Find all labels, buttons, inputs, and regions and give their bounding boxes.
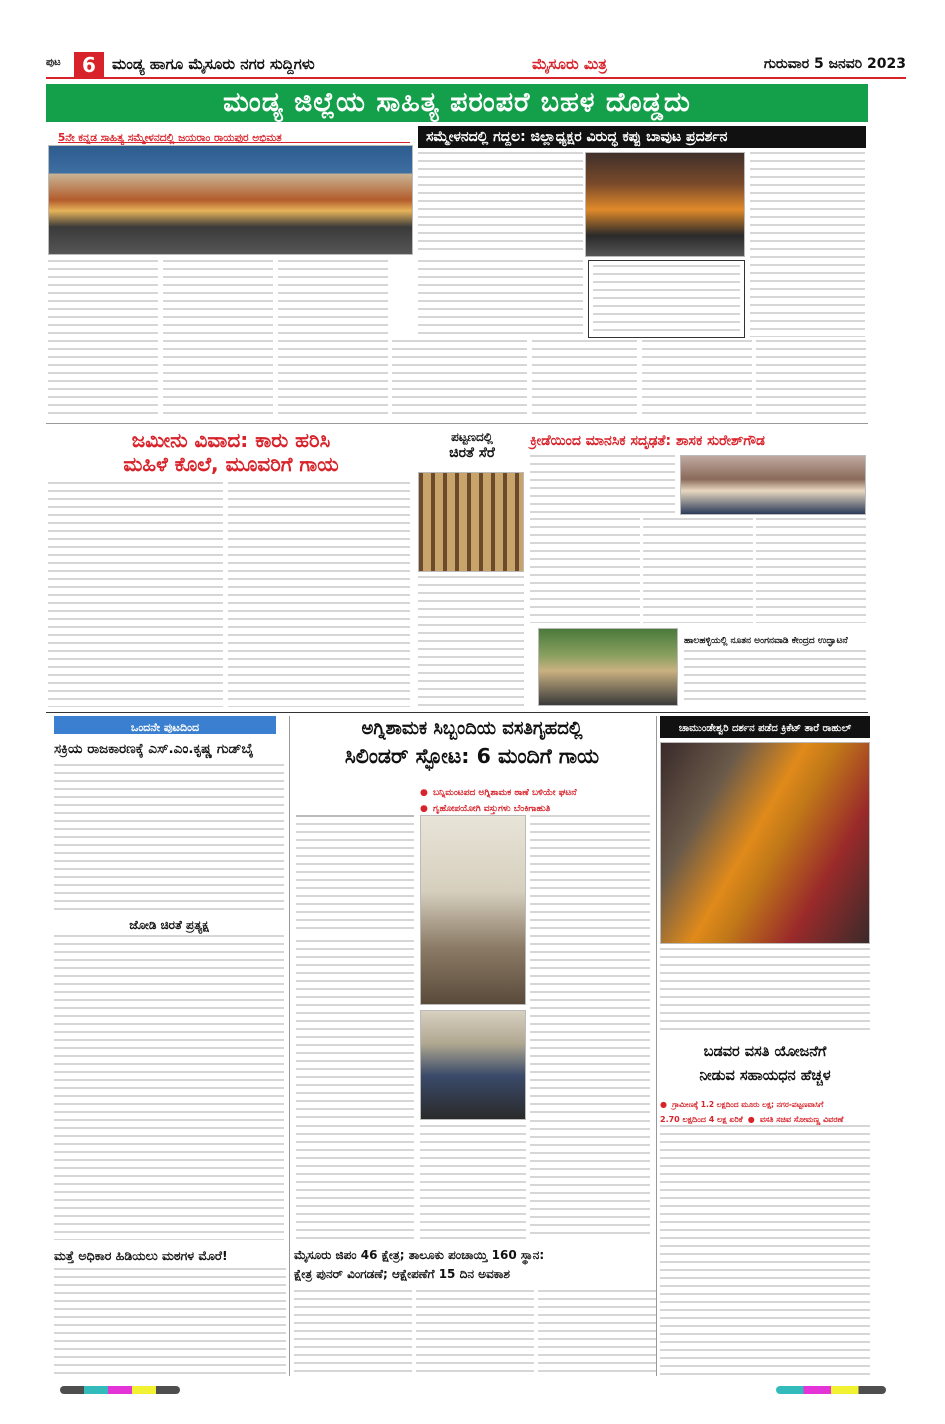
leopard-body <box>418 576 524 706</box>
politics-headline: ಸಕ್ರಿಯ ರಾಜಕಾರಣಕ್ಕೆ ಎಸ್.ಎಂ.ಕೃಷ್ಣ ಗುಡ್‌ಬೈ <box>54 741 254 757</box>
page-number: 6 <box>82 53 96 77</box>
protest-body-col3 <box>418 260 583 340</box>
page-header <box>46 52 906 79</box>
sports-body-col2 <box>530 518 640 623</box>
protest-photo <box>585 152 745 257</box>
politics-subhead: ಜೋಡಿ ಚಿರತೆ ಪ್ರತ್ಯಕ್ಷ <box>129 918 209 932</box>
registration-dots-right <box>776 1386 886 1394</box>
bullet-icon: ● <box>420 804 428 814</box>
politics-tag <box>54 716 276 734</box>
page-label: ಪುಟ <box>46 57 61 68</box>
fire-photo-officials <box>420 1010 526 1120</box>
power-body <box>54 1268 286 1378</box>
fire-photo-building <box>420 815 526 1005</box>
lead-body-col5 <box>532 340 637 420</box>
registration-dots-left <box>60 1386 180 1394</box>
rahul-headline: ಚಾಮುಂಡೇಶ್ವರಿ ದರ್ಶನ ಪಡೆದ ಕ್ರಿಕೆಟ್ ತಾರೆ ರಾಹುಲ್ <box>678 723 852 734</box>
lead-banner <box>46 84 868 122</box>
protest-headline: ಸಮ್ಮೇಳನದಲ್ಲಿ ಗದ್ದಲ: ಜಿಲ್ಲಾಧ್ಯಕ್ಷರ ವಿರುದ್ಧ ಕಪ್ಪು ಬಾವುಟ ಪ್ರದರ್ಶನ <box>426 129 728 145</box>
sports-body-col4 <box>756 518 866 623</box>
power-headline: ಮತ್ತೆ ಅಧಿಕಾರ ಹಿಡಿಯಲು ಮಠಗಳ ಮೊರೆ! <box>54 1248 228 1263</box>
lead-kicker: 5ನೇ ಕನ್ನಡ ಸಾಹಿತ್ಯ ಸಮ್ಮೇಳನದಲ್ಲಿ ಜಯರಾಂ ರಾಯಪುರ ಅಭಿಮತ <box>58 132 282 144</box>
fire-body-col2b <box>420 1125 526 1240</box>
politics-headline-box <box>54 738 284 760</box>
land-headline-line1: ಜಮೀನು ವಿವಾದ: ಕಾರು ಹರಿಸಿ <box>131 428 331 452</box>
sports-headline-bar <box>530 430 866 452</box>
rahul-headline-bar <box>660 716 870 738</box>
politics-subhead-box <box>54 914 284 932</box>
rahul-photo <box>660 742 870 944</box>
protest-body-col4 <box>642 340 752 420</box>
lead-body-col3 <box>278 260 388 420</box>
protest-body-col1 <box>418 152 583 252</box>
fire-body-col2 <box>530 815 650 1115</box>
sports-body-col1 <box>530 455 675 515</box>
fire-body-col3b <box>530 1120 650 1240</box>
zp-body-col1 <box>294 1290 412 1378</box>
rahul-body <box>660 948 870 1036</box>
divider <box>46 712 868 713</box>
sports-photo <box>680 455 866 515</box>
leopard-headline-block <box>418 430 526 468</box>
fire-bullet-1: ● ಬನ್ನಿಮಂಟಪದ ಅಗ್ನಿಶಾಮಕ ಠಾಣೆ ಬಳಿಯೇ ಘಟನೆ <box>420 788 577 798</box>
politics-tag-text: ಒಂದನೇ ಪುಟದಿಂದ <box>130 721 200 734</box>
bullet-icon: ● <box>660 1100 667 1109</box>
land-body-col1 <box>48 482 223 707</box>
lead-body-col1 <box>48 260 158 420</box>
zp-headline-line2: ಕ್ಷೇತ್ರ ಪುನರ್ ವಿಂಗಡಣೆ; ಆಕ್ಷೇಪಣೆಗೆ 15 ದಿನ ಅವಕಾಶ <box>294 1267 510 1281</box>
housing-headline-line2: ನೀಡುವ ಸಹಾಯಧನ ಹೆಚ್ಚಳ <box>699 1068 831 1084</box>
fire-body-col1b <box>296 940 414 1120</box>
land-headline-line2: ಮಹಿಳೆ ಕೊಲೆ, ಮೂವರಿಗೆ ಗಾಯ <box>123 452 339 476</box>
protest-body-col2 <box>750 152 865 337</box>
anganwadi-body <box>684 650 866 706</box>
politics-body-a <box>54 764 284 912</box>
protest-body-col5 <box>756 340 866 420</box>
lead-kicker-bar <box>58 126 410 143</box>
housing-headline-line1: ಬಡವರ ವಸತಿ ಯೋಜನೆಗೆ <box>703 1044 827 1060</box>
lead-photo <box>48 145 413 255</box>
fire-body-col1c <box>296 1125 414 1240</box>
sports-headline: ಕ್ರೀಡೆಯಿಂದ ಮಾನಸಿಕ ಸದೃಢತೆ: ಶಾಸಕ ಸುರೇಶ್‌ಗೌಡ <box>530 433 765 449</box>
land-body-col2 <box>228 482 410 707</box>
housing-body <box>660 1125 870 1378</box>
lead-headline: ಮಂಡ್ಯ ಜಿಲ್ಲೆಯ ಸಾಹಿತ್ಯ ಪರಂಪರೆ ಬಹಳ ದೊಡ್ಡದು <box>223 87 691 118</box>
protest-headline-bar <box>418 126 866 148</box>
fire-headline-line2: ಸಿಲಿಂಡರ್ ಸ್ಫೋಟ: 6 ಮಂದಿಗೆ ಗಾಯ <box>344 744 600 768</box>
land-headline-block <box>58 428 404 478</box>
leopard-headline-line1: ಪಟ್ಟಣದಲ್ಲಿ <box>451 430 493 444</box>
page-number-box <box>74 52 104 78</box>
zp-body-col2 <box>416 1290 534 1378</box>
sports-body-col3 <box>643 518 753 623</box>
lead-body-col2 <box>163 260 273 420</box>
protest-highlight-text <box>593 265 740 333</box>
power-headline-box <box>54 1245 286 1265</box>
fire-headline-line1: ಅಗ್ನಿಶಾಮಕ ಸಿಬ್ಬಂದಿಯ ವಸತಿಗೃಹದಲ್ಲಿ <box>361 718 583 739</box>
fire-photo-1 <box>296 815 414 817</box>
section-title: ಮಂಡ್ಯ ಹಾಗೂ ಮೈಸೂರು ನಗರ ಸುದ್ದಿಗಳು <box>112 55 315 73</box>
housing-headline-block <box>660 1040 870 1088</box>
anganwadi-caption: ಹಾಲಹಳ್ಳಿಯಲ್ಲಿ ನೂತನ ಅಂಗನವಾಡಿ ಕೇಂದ್ರದ ಉದ್ಘಾಟನೆ <box>684 636 848 646</box>
leopard-headline-line2: ಚಿರತೆ ಸೆರೆ <box>449 445 495 461</box>
date: ಗುರುವಾರ 5 ಜನವರಿ 2023 <box>763 56 906 72</box>
anganwadi-caption-box <box>684 628 866 648</box>
housing-bullet-2: 2.70 ಲಕ್ಷದಿಂದ 4 ಲಕ್ಷ ಏರಿಕೆ ● ವಸತಿ ಸಚಿವ ಸೋಮಣ್ಣ ವಿವರಣೆ <box>660 1115 844 1124</box>
divider <box>656 716 657 1376</box>
housing-bullet-1: ● ಗ್ರಾಮೀಣಕ್ಕೆ 1.2 ಲಕ್ಷದಿಂದ ಮೂರು ಲಕ್ಷ; ನಗರ-ಪಟ್ಟಣವಾಸಿಗೆ <box>660 1100 824 1109</box>
paper-name: ಮೈಸೂರು ಮಿತ್ರ <box>532 55 607 73</box>
fire-body-col1 <box>296 815 414 935</box>
zp-body-col3 <box>538 1290 656 1378</box>
bullet-icon: ● <box>420 788 428 798</box>
protest-highlight-box <box>588 260 745 338</box>
divider <box>289 716 290 1376</box>
leopard-photo <box>418 472 524 572</box>
zp-headline-line1: ಮೈಸೂರು ಜಿಪಂ 46 ಕ್ಷೇತ್ರ; ತಾಲೂಕು ಪಂಚಾಯ್ತಿ 160 ಸ್ಥಾನ: <box>294 1248 545 1262</box>
bullet-icon: ● <box>747 1115 755 1124</box>
zp-headline-block <box>294 1246 654 1286</box>
divider <box>46 423 868 424</box>
politics-body-b <box>54 935 284 1240</box>
fire-bullet-2: ● ಗೃಹೋಪಯೋಗಿ ವಸ್ತುಗಳು ಬೆಂಕಿಗಾಹುತಿ <box>420 804 551 814</box>
fire-headline-block <box>294 716 650 776</box>
lead-body-col4 <box>392 340 527 420</box>
anganwadi-photo <box>538 628 678 706</box>
